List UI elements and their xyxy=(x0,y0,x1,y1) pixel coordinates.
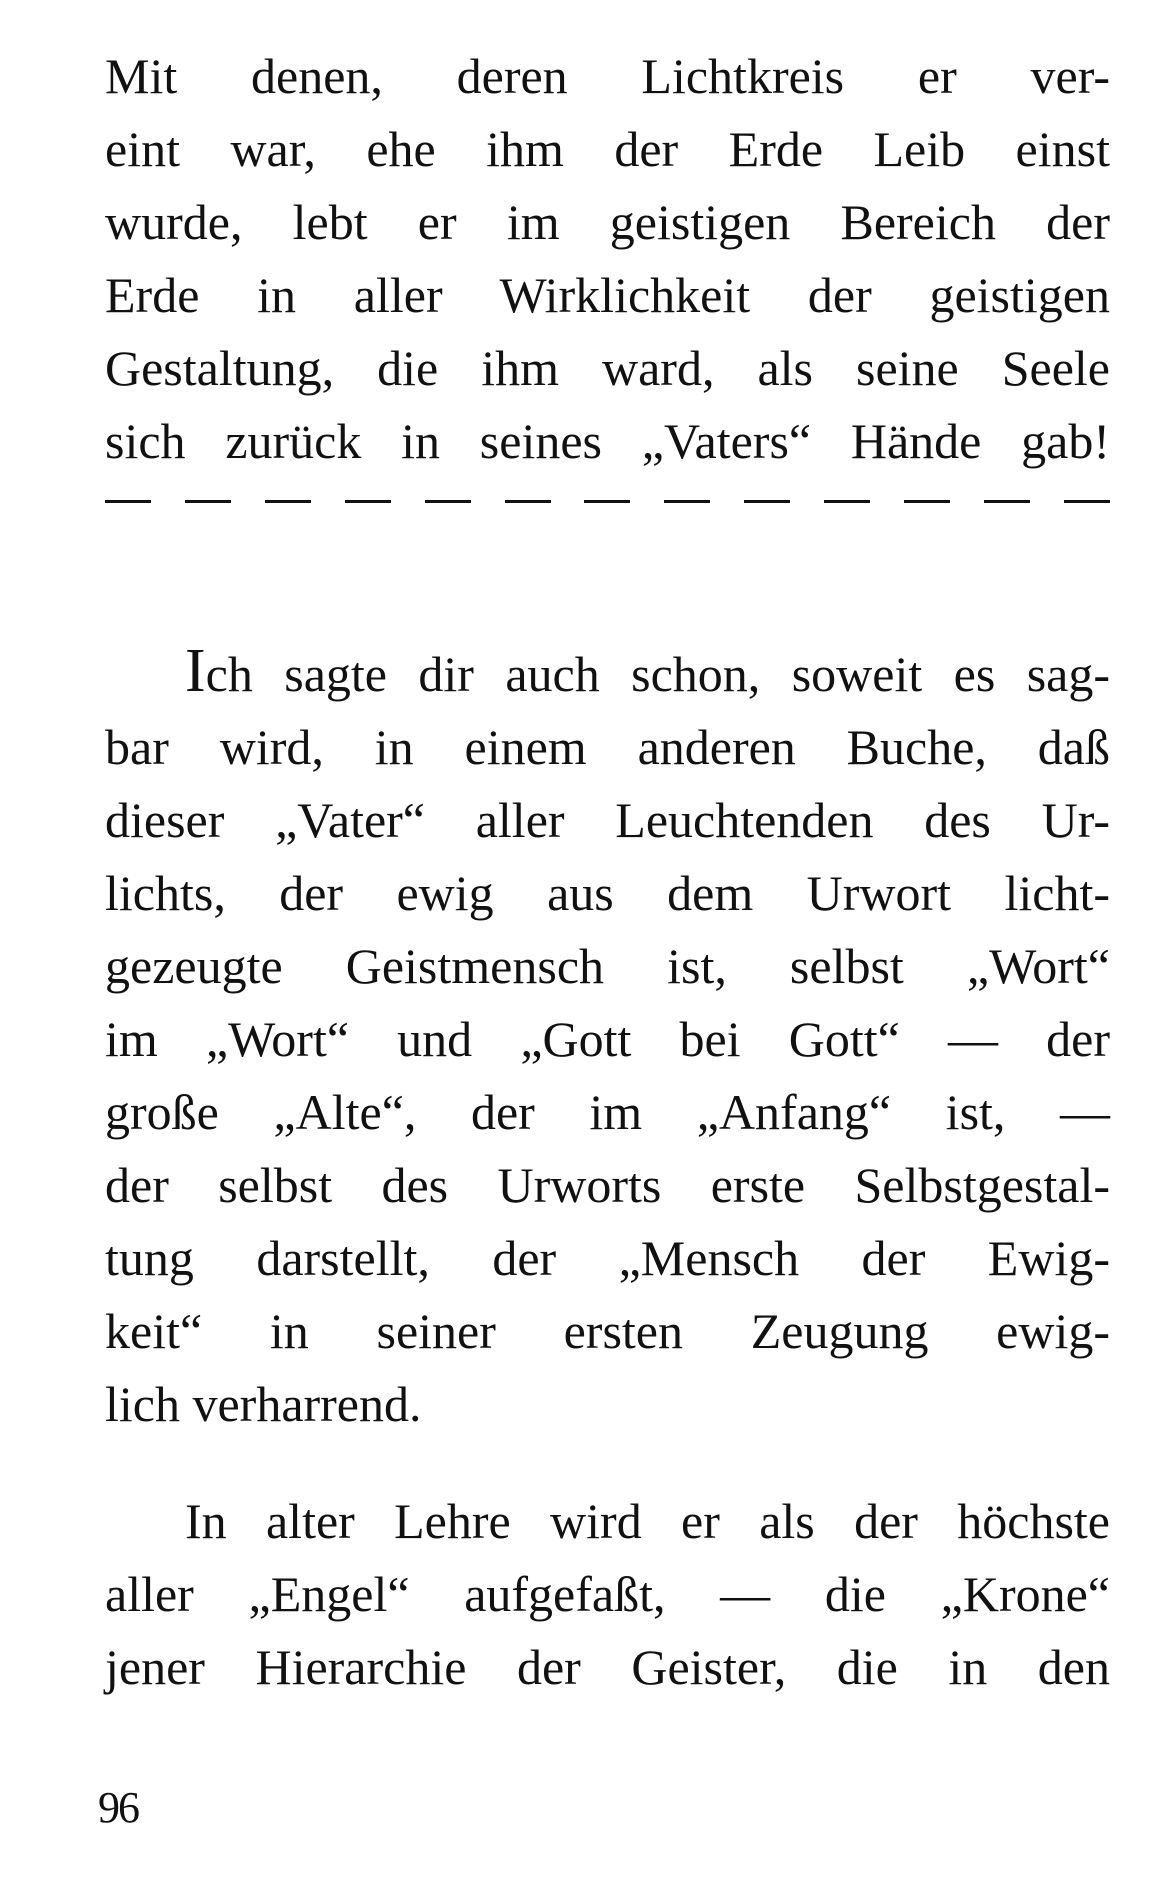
text-line: wurde, lebt er im geistigen Bereich der xyxy=(105,194,1110,250)
paragraph-1 xyxy=(105,40,1110,478)
text-line: lich verharrend. xyxy=(105,1376,422,1432)
text-line: In alter Lehre wird er als der höchste xyxy=(185,1493,1110,1549)
separator-dash xyxy=(904,500,950,503)
paragraph-3 xyxy=(105,1485,1110,1704)
separator-dash xyxy=(1064,500,1110,503)
separator-dash xyxy=(425,500,471,503)
text-line: lichts, der ewig aus dem Urwort licht- xyxy=(105,865,1110,921)
text-line: jener Hierarchie der Geister, die in den xyxy=(105,1639,1110,1695)
text-line: Erde in aller Wirklichkeit der geistigen xyxy=(105,267,1110,323)
text-line: keit“ in seiner ersten Zeugung ewig- xyxy=(105,1303,1110,1359)
text-line: sich zurück in seines „Vaters“ Hände gab! xyxy=(105,413,1110,469)
text-line xyxy=(105,638,1110,711)
separator-dash xyxy=(744,500,790,503)
separator-dash xyxy=(265,500,311,503)
separator-dash xyxy=(505,500,551,503)
text-line: im „Wort“ und „Gott bei Gott“ — der xyxy=(105,1011,1110,1067)
separator-dash xyxy=(105,500,151,503)
drop-cap: I xyxy=(185,637,206,705)
text-line: Gestaltung, die ihm ward, als seine Seele xyxy=(105,340,1110,396)
text-line: bar wird, in einem anderen Buche, daß xyxy=(105,719,1110,775)
dash-separator xyxy=(105,496,1110,506)
separator-dash xyxy=(824,500,870,503)
text-line: tung darstellt, der „Mensch der Ewig- xyxy=(105,1230,1110,1286)
text-line: dieser „Vater“ aller Leuchtenden des Ur- xyxy=(105,792,1110,848)
text-line: aller „Engel“ aufgefaßt, — die „Krone“ xyxy=(105,1566,1110,1622)
separator-dash xyxy=(984,500,1030,503)
separator-dash xyxy=(345,500,391,503)
separator-dash xyxy=(584,500,630,503)
text-line: Mit denen, deren Lichtkreis er ver- xyxy=(105,48,1110,104)
text-line: große „Alte“, der im „Anfang“ ist, — xyxy=(105,1084,1110,1140)
text-line: eint war, ehe ihm der Erde Leib einst xyxy=(105,121,1110,177)
text-line: der selbst des Urworts erste Selbstgestal- xyxy=(105,1157,1110,1213)
page-content xyxy=(105,40,1110,1704)
text-line-rest: ch sagte dir auch schon, soweit es sag- xyxy=(205,646,1110,702)
page-number: 96 xyxy=(98,1783,138,1832)
text-line: gezeugte Geistmensch ist, selbst „Wort“ xyxy=(105,938,1110,994)
separator-dash xyxy=(185,500,231,503)
paragraph-2 xyxy=(105,638,1110,1441)
separator-dash xyxy=(664,500,710,503)
